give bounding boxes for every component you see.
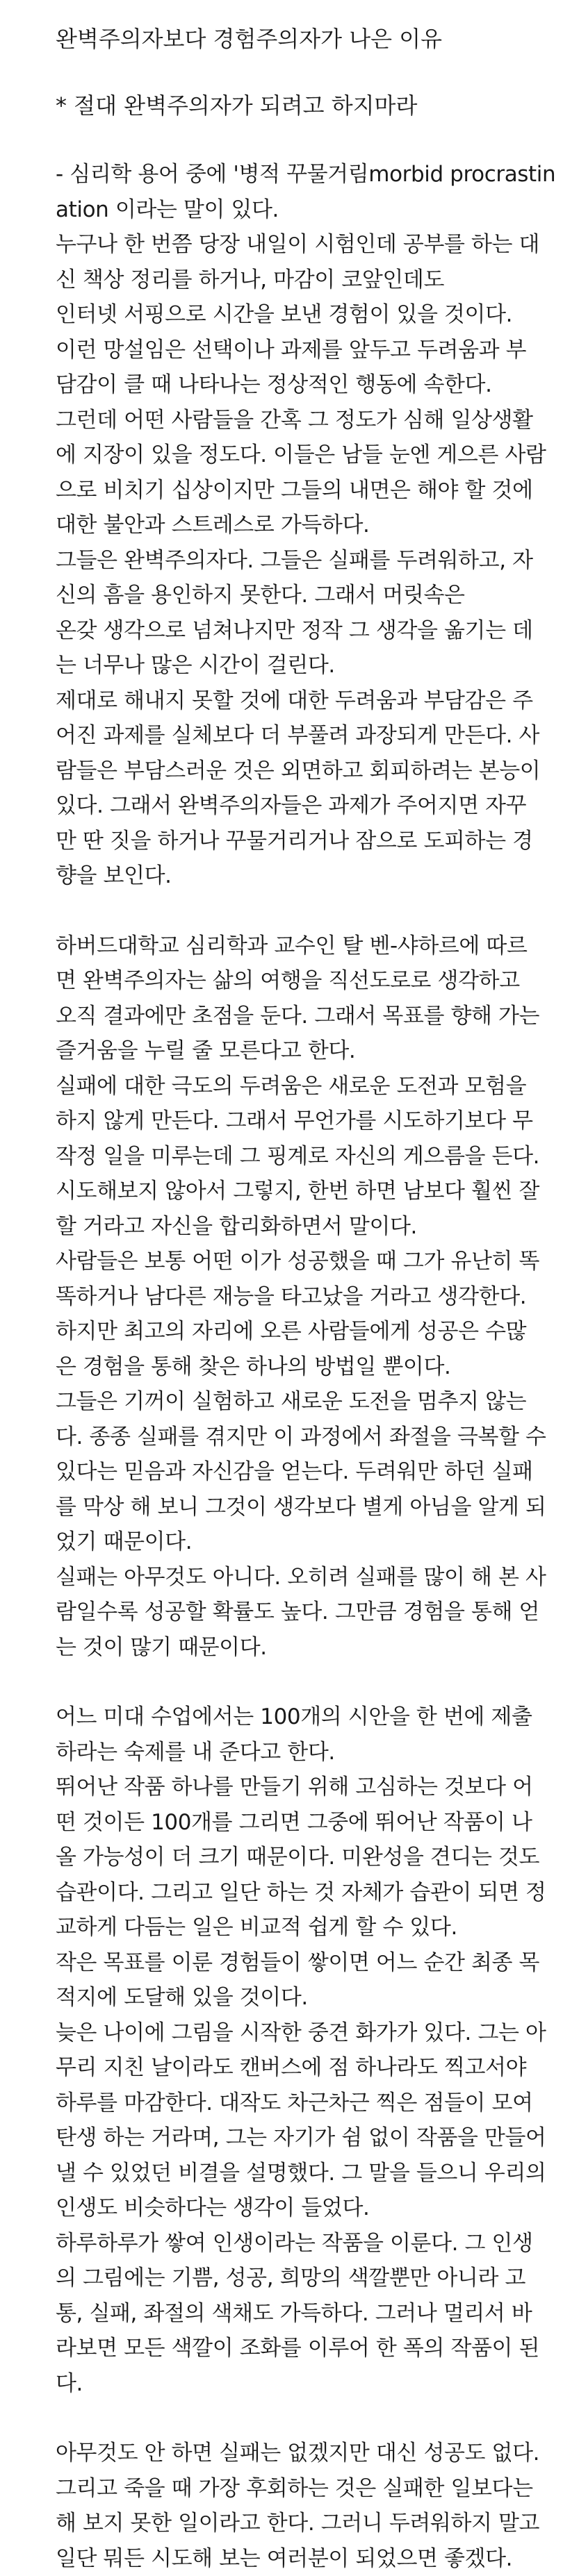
text-line: 으로 비치기 십상이지만 그들의 내면은 해야 할 것에 [56, 473, 539, 508]
text-line: 늦은 나이에 그림을 시작한 중견 화가가 있다. 그는 아 [56, 2016, 539, 2051]
text-line: 그들은 기꺼이 실험하고 새로운 도전을 멈추지 않는 [56, 1384, 539, 1420]
text-line: 사람들은 보통 어떤 이가 성공했을 때 그가 유난히 똑 [56, 1244, 539, 1279]
text-line: 라보면 모든 색깔이 조화를 이루어 한 폭의 작품이 된 [56, 2331, 539, 2366]
text-line: 습관이다. 그리고 일단 하는 것 자체가 습관이 되면 정 [56, 1875, 539, 1911]
text-line: 신 책상 정리를 하거나, 마감이 코앞인데도 [56, 263, 539, 298]
text-line: 똑하거나 남다른 재능을 타고났을 거라고 생각한다. [56, 1279, 539, 1315]
text-line: 통, 실패, 좌절의 색채도 가득하다. 그러나 멀리서 바 [56, 2296, 539, 2332]
text-line: 그들은 완벽주의자다. 그들은 실패를 두려워하고, 자 [56, 543, 539, 579]
text-line: 아무것도 안 하면 실패는 없겠지만 대신 성공도 없다. [56, 2436, 539, 2471]
text-line: 적지에 도달해 있을 것이다. [56, 1980, 539, 2016]
text-line: 다. [56, 2366, 539, 2402]
text-line: 어느 미대 수업에서는 100개의 시안을 한 번에 제출 [56, 1700, 539, 1735]
text-line: 대한 불안과 스트레스로 가득하다. [56, 508, 539, 543]
text-line: 실패에 대한 극도의 두려움은 새로운 도전과 모험을 [56, 1069, 539, 1104]
text-line: 인생도 비슷하다는 생각이 들었다. [56, 2191, 539, 2226]
text-line: - 심리학 용어 중에 '병적 꾸물거림morbid procrastin [56, 157, 539, 192]
text-line: 하라는 숙제를 내 준다고 한다. [56, 1735, 539, 1770]
text-line: 이런 망설임은 선택이나 과제를 앞두고 두려움과 부 [56, 333, 539, 368]
text-line: 일단 뭐든 시도해 보는 여러분이 되었으면 좋겠다. [56, 2541, 539, 2576]
text-line: 작정 일을 미루는데 그 핑계로 자신의 게으름을 든다. [56, 1139, 539, 1174]
text-line: 담감이 클 때 나타나는 정상적인 행동에 속한다. [56, 367, 539, 403]
article-subtitle: * 절대 완벽주의자가 되려고 하지마라 [56, 90, 539, 121]
paragraph [56, 2436, 539, 2576]
text-line: 온갖 생각으로 넘쳐나지만 정작 그 생각을 옮기는 데 [56, 613, 539, 649]
text-line: 는 것이 많기 때문이다. [56, 1630, 539, 1665]
text-line: 탄생 하는 거라며, 그는 자기가 쉼 없이 작품을 만들어 [56, 2120, 539, 2156]
text-line: 면 완벽주의자는 삶의 여행을 직선도로로 생각하고 [56, 963, 539, 999]
text-line: 뛰어난 작품 하나를 만들기 위해 고심하는 것보다 어 [56, 1770, 539, 1805]
text-line: 하지 않게 만든다. 그래서 무언가를 시도하기보다 무 [56, 1104, 539, 1139]
text-line: 향을 보인다. [56, 858, 539, 894]
text-line: 람들은 부담스러운 것은 외면하고 회피하려는 본능이 [56, 754, 539, 789]
article-title: 완벽주의자보다 경험주의자가 나은 이유 [56, 24, 539, 54]
text-line: 오직 결과에만 초점을 둔다. 그래서 목표를 향해 가는 [56, 999, 539, 1034]
text-line: 있다는 믿음과 자신감을 얻는다. 두려워만 하던 실패 [56, 1454, 539, 1490]
text-line: 시도해보지 않아서 그렇지, 한번 하면 남보다 훨씬 잘 [56, 1174, 539, 1209]
text-line: 었기 때문이다. [56, 1524, 539, 1560]
text-line: 람일수록 성공할 확률도 높다. 그만큼 경험을 통해 얻 [56, 1595, 539, 1630]
text-line: 하루를 마감한다. 대작도 차근차근 찍은 점들이 모여 [56, 2086, 539, 2121]
article-body [56, 157, 539, 2576]
paragraph [56, 929, 539, 1665]
text-line: 그런데 어떤 사람들을 간혹 그 정도가 심해 일상생활 [56, 403, 539, 438]
text-line: 다. 종종 실패를 겪지만 이 과정에서 좌절을 극복할 수 [56, 1420, 539, 1455]
text-line: 를 막상 해 보니 그것이 생각보다 별게 아님을 알게 되 [56, 1490, 539, 1525]
text-line: 누구나 한 번쯤 당장 내일이 시험인데 공부를 하는 대 [56, 227, 539, 263]
text-line: 는 너무나 많은 시간이 걸린다. [56, 648, 539, 683]
text-line: 그리고 죽을 때 가장 후회하는 것은 실패한 일보다는 [56, 2471, 539, 2507]
text-line: 하지만 최고의 자리에 오른 사람들에게 성공은 수많 [56, 1314, 539, 1349]
text-line: 신의 흠을 용인하지 못한다. 그래서 머릿속은 [56, 578, 539, 613]
text-line: 교하게 다듬는 일은 비교적 쉽게 할 수 있다. [56, 1910, 539, 1945]
text-line: 할 거라고 자신을 합리화하면서 말이다. [56, 1209, 539, 1245]
paragraph [56, 1700, 539, 2401]
text-line: 무리 지친 날이라도 캔버스에 점 하나라도 찍고서야 [56, 2050, 539, 2086]
text-line: 작은 목표를 이룬 경험들이 쌓이면 어느 순간 최종 목 [56, 1945, 539, 1981]
text-line: 해 보지 못한 일이라고 한다. 그러니 두려워하지 말고 [56, 2506, 539, 2541]
text-line: 즐거움을 누릴 줄 모른다고 한다. [56, 1033, 539, 1069]
text-line: 있다. 그래서 완벽주의자들은 과제가 주어지면 자꾸 [56, 788, 539, 824]
text-line: 만 딴 짓을 하거나 꾸물거리거나 잠으로 도피하는 경 [56, 824, 539, 859]
text-line: 올 가능성이 더 크기 때문이다. 미완성을 견디는 것도 [56, 1840, 539, 1875]
text-line: 제대로 해내지 못할 것에 대한 두려움과 부담감은 주 [56, 683, 539, 719]
text-line: 의 그림에는 기쁨, 성공, 희망의 색깔뿐만 아니라 고 [56, 2261, 539, 2296]
text-line: 하버드대학교 심리학과 교수인 탈 벤-샤하르에 따르 [56, 929, 539, 964]
paragraph [56, 157, 539, 894]
text-line: ation 이라는 말이 있다. [56, 192, 539, 228]
text-line: 인터넷 서핑으로 시간을 보낸 경험이 있을 것이다. [56, 297, 539, 333]
text-line: 은 경험을 통해 찾은 하나의 방법일 뿐이다. [56, 1349, 539, 1385]
text-line: 실패는 아무것도 아니다. 오히려 실패를 많이 해 본 사 [56, 1560, 539, 1595]
text-line: 낼 수 있었던 비결을 설명했다. 그 말을 들으니 우리의 [56, 2156, 539, 2191]
text-line: 하루하루가 쌓여 인생이라는 작품을 이룬다. 그 인생 [56, 2226, 539, 2261]
text-line: 떤 것이든 100개를 그리면 그중에 뛰어난 작품이 나 [56, 1805, 539, 1840]
text-line: 어진 과제를 실체보다 더 부풀려 과장되게 만든다. 사 [56, 718, 539, 754]
text-line: 에 지장이 있을 정도다. 이들은 남들 눈엔 게으른 사람 [56, 438, 539, 473]
